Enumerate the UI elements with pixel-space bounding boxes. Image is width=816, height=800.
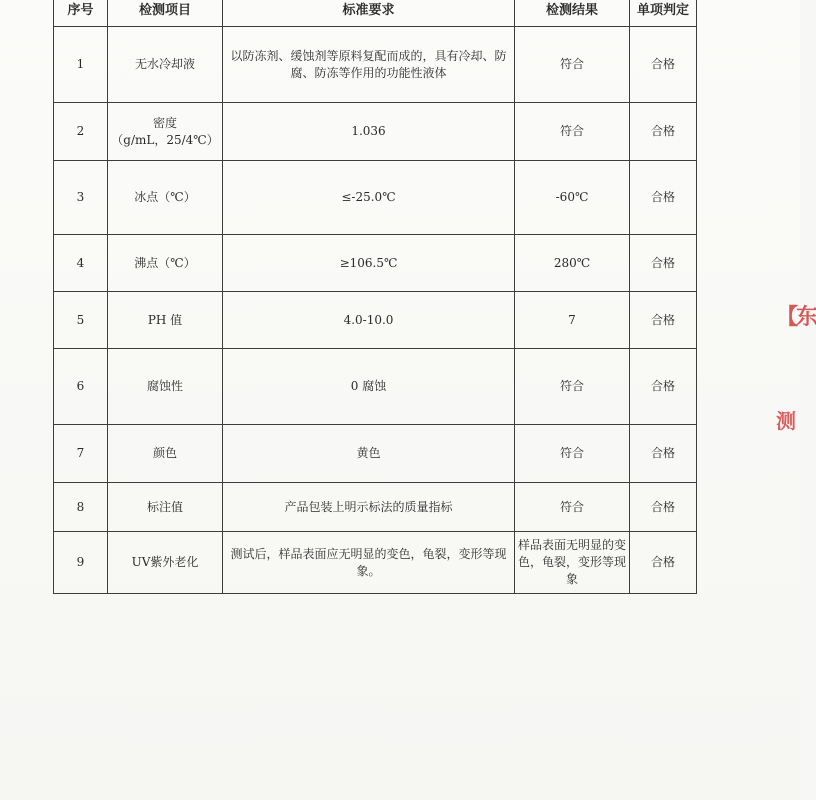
table-row <box>54 161 697 235</box>
cell-verdict: 合格 <box>630 235 697 292</box>
cell-standard: ≤-25.0℃ <box>223 161 515 235</box>
cell-verdict: 合格 <box>630 161 697 235</box>
cell-item: 无水冷却液 <box>108 27 223 103</box>
header-item: 检测项目 <box>108 0 223 27</box>
cell-standard: 1.036 <box>223 103 515 161</box>
cell-standard: 4.0-10.0 <box>223 292 515 349</box>
cell-standard: 以防冻剂、缓蚀剂等原料复配而成的，具有冷却、防腐、防冻等作用的功能性液体 <box>223 27 515 103</box>
cell-verdict: 合格 <box>630 532 697 594</box>
cell-result: 符合 <box>515 103 630 161</box>
cell-no: 2 <box>54 103 108 161</box>
cell-no: 6 <box>54 349 108 425</box>
table-row <box>54 483 697 532</box>
cell-no: 7 <box>54 425 108 483</box>
cell-result: 符合 <box>515 27 630 103</box>
cell-result: 符合 <box>515 425 630 483</box>
table-row <box>54 103 697 161</box>
table-row <box>54 425 697 483</box>
header-result: 检测结果 <box>515 0 630 27</box>
cell-verdict: 合格 <box>630 103 697 161</box>
table-row <box>54 27 697 103</box>
inspection-table <box>53 0 697 594</box>
cell-item: 沸点（℃） <box>108 235 223 292</box>
cell-no: 3 <box>54 161 108 235</box>
cell-standard: 产品包装上明示标法的质量指标 <box>223 483 515 532</box>
header-no: 序号 <box>54 0 108 27</box>
cell-item: 密度 （g/mL，25/4℃） <box>108 103 223 161</box>
cell-item: 腐蚀性 <box>108 349 223 425</box>
cell-verdict: 合格 <box>630 483 697 532</box>
cell-result: 符合 <box>515 483 630 532</box>
cell-no: 1 <box>54 27 108 103</box>
header-verdict: 单项判定 <box>630 0 697 27</box>
table-row <box>54 349 697 425</box>
cell-result: -60℃ <box>515 161 630 235</box>
cell-verdict: 合格 <box>630 292 697 349</box>
cell-no: 8 <box>54 483 108 532</box>
cell-standard: 0 腐蚀 <box>223 349 515 425</box>
cell-item: 标注值 <box>108 483 223 532</box>
cell-verdict: 合格 <box>630 27 697 103</box>
cell-result: 7 <box>515 292 630 349</box>
table-row <box>54 235 697 292</box>
red-seal-stamp <box>772 300 816 470</box>
cell-item: 颜色 <box>108 425 223 483</box>
cell-item: PH 值 <box>108 292 223 349</box>
cell-verdict: 合格 <box>630 425 697 483</box>
cell-no: 5 <box>54 292 108 349</box>
cell-standard: 测试后，样品表面应无明显的变色，龟裂，变形等现象。 <box>223 532 515 594</box>
stamp-bottom-text: 测 <box>776 409 796 433</box>
cell-no: 4 <box>54 235 108 292</box>
header-standard: 标准要求 <box>223 0 515 27</box>
cell-no: 9 <box>54 532 108 594</box>
cell-standard: ≥106.5℃ <box>223 235 515 292</box>
table-header-row <box>54 0 697 27</box>
cell-result: 280℃ <box>515 235 630 292</box>
table-row <box>54 532 697 594</box>
cell-verdict: 合格 <box>630 349 697 425</box>
table-row <box>54 292 697 349</box>
stamp-top-text: 【东 <box>776 305 816 330</box>
cell-standard: 黄色 <box>223 425 515 483</box>
cell-item: UV紫外老化 <box>108 532 223 594</box>
cell-result: 样品表面无明显的变色，龟裂，变形等现象 <box>515 532 630 594</box>
cell-item: 冰点（℃） <box>108 161 223 235</box>
cell-result: 符合 <box>515 349 630 425</box>
